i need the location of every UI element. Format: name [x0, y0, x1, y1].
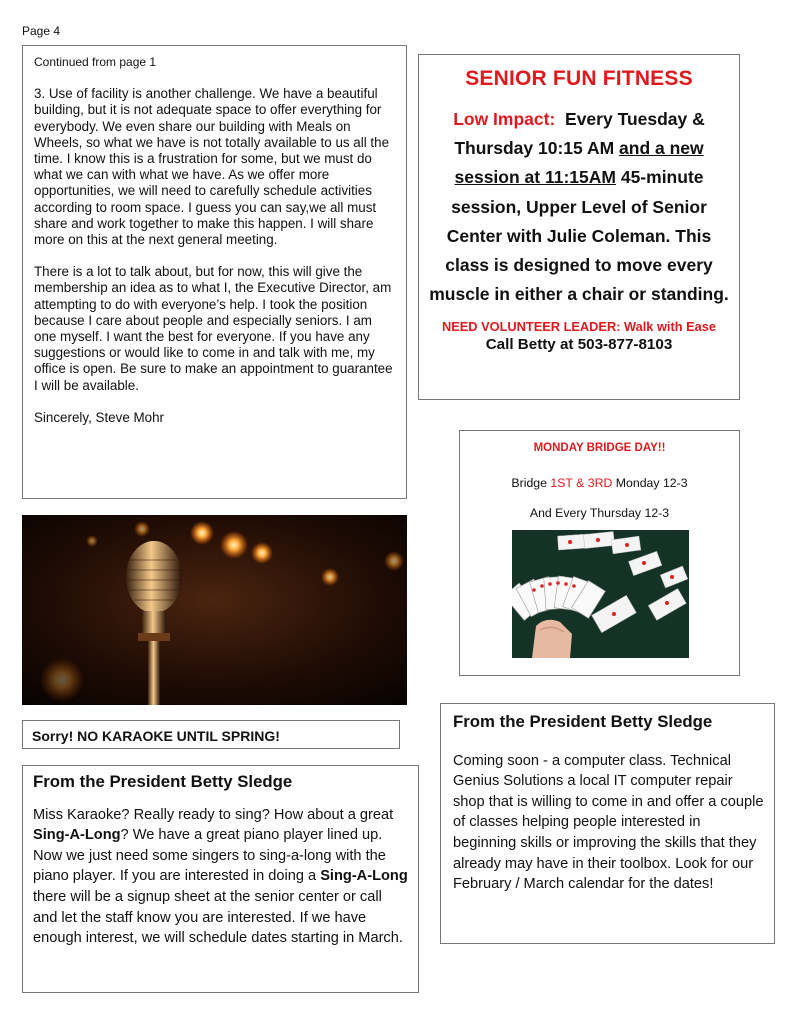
director-letter [22, 45, 407, 499]
president-message-karaoke [22, 765, 419, 993]
bridge-announcement [459, 430, 740, 676]
president-karaoke-text [33, 805, 408, 949]
page-number: Page 4 [22, 24, 61, 38]
text-segment: there will be a signup sheet at the senior center or call and let the staff know you are interested. If we have enough interest, we will schedule dates starting in March. [33, 888, 403, 947]
continued-note: Continued from page 1 [34, 55, 157, 69]
president-computer-text: Coming soon - a computer class. Technical Genius Solutions a local IT computer repair shop that is willing to come in and offer a couple of classes helping people interested in beginning skills or improving the skills that they already may have in their toolbox. Look for our February / March calendar for the dates! [453, 752, 764, 893]
bridge-label: Bridge [511, 476, 547, 490]
playing-cards-image [512, 530, 689, 658]
fitness-schedule: Every Tuesday & Thursday 10:15 AM [454, 109, 705, 159]
karaoke-microphone-photo [22, 515, 407, 705]
sing-a-long-emphasis: Sing-A-Long [320, 868, 408, 885]
fitness-new-session: and a new session at 11:15AM [454, 138, 704, 188]
letter-signoff: Sincerely, Steve Mohr [34, 409, 164, 425]
bridge-monday-time: Monday 12-3 [615, 476, 688, 490]
sing-a-long-emphasis: Sing-A-Long [33, 827, 121, 844]
president-title: From the President Betty Sledge [453, 712, 713, 731]
bridge-title: MONDAY BRIDGE DAY!! [533, 442, 666, 454]
contact-phone: Call Betty at 503-877-8103 [485, 336, 673, 354]
karaoke-notice: Sorry! NO KARAOKE UNTIL SPRING! [22, 720, 400, 749]
fitness-announcement [418, 54, 740, 400]
low-impact-label: Low Impact: [453, 109, 556, 129]
text-segment: ? We have a great piano player lined up. Now we just need some singers to sing-a-long with the piano player. If you are interested in doing a [33, 827, 386, 885]
text-segment: Miss Karaoke? Really ready to sing? How about a great [33, 806, 394, 823]
letter-paragraph-1: 3. Use of facility is another challenge. We have a beautiful building, but it is not adequate space to offer everything for everybody. We even share our building with Meals on Wheels, so what we have is not totally available to us all the time. I know this is a frustration for some, but we must do what we can with what we have. As we offer more opportunities, we will need to carefully schedule activities according to room space. I guess you can say,we all must share and work together to make this happen. I will share more on this at the next general meeting. [34, 86, 390, 248]
president-message-computer [440, 703, 775, 944]
volunteer-request: NEED VOLUNTEER LEADER: Walk with Ease [442, 319, 716, 335]
president-title: From the President Betty Sledge [33, 772, 293, 791]
bridge-weeks: 1ST & 3RD [550, 476, 613, 490]
fitness-details: 45-minute session, Upper Level of Senior Center with Julie Coleman. This class is designed to move every muscle in either a chair or standing. [429, 167, 729, 305]
bridge-monday-line [460, 476, 739, 490]
fitness-title: SENIOR FUN FITNESS [465, 67, 693, 90]
letter-paragraph-2: There is a lot to talk about, but for now, this will give the membership an idea as to what I, the Executive Director, am attempting to do with everyone’s help. I took the position because I care about people and especially seniors. I am one myself. I want the best for everyone. If you have any suggestions or would like to come in and talk with me, my office is open. Be sure to make an appointment to guarantee I will be available. [34, 264, 393, 393]
bridge-thursday-line: And Every Thursday 12-3 [529, 506, 670, 520]
fitness-body [425, 105, 733, 309]
